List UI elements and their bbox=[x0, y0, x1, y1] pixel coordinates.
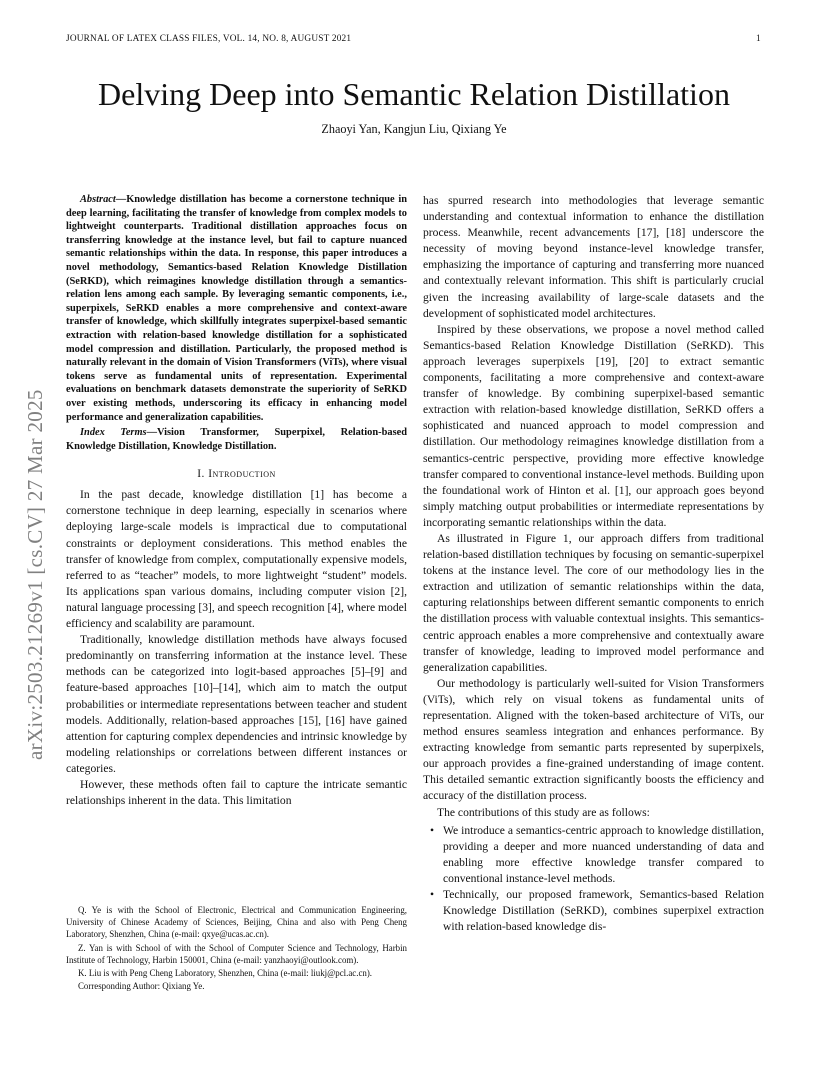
section-title: Introduction bbox=[208, 468, 276, 481]
abstract-text: —Knowledge distillation has become a cornerstone technique in deep learning, facilitating the transfer of knowledge from complex models to lightweight counterparts. Traditional distillation approaches focus on transferring knowledge at the instance level, but fail to capture nuanced semantic relationships within the data. In response, this paper introduces a novel methodology, Semantics-based Relation Knowledge Distillation (SeRKD), which reimagines knowledge distillation through a semantics-relation lens among each sample. By leveraging semantic components, i.e., superpixels, SeRKD enables a more comprehensive and context-aware transfer of knowledge, which skillfully integrates superpixel-based semantic extraction with relation-based knowledge distillation for a sophisticated model compression and distillation. Particularly, the proposed method is naturally relevant in the domain of Vision Transformers (ViTs), where visual tokens serve as fundamental units of representation. Experimental evaluations on benchmark datasets demonstrate the superiority of SeRKD over existing methods, underscoring its efficacy in enhancing model performance and generalization capabilities. bbox=[66, 194, 407, 423]
arxiv-stamp[interactable]: arXiv:2503.21269v1 [cs.CV] 27 Mar 2025 bbox=[23, 389, 47, 760]
contributions-intro: The contributions of this study are as follows: bbox=[437, 805, 650, 819]
bullet-icon: • bbox=[430, 888, 435, 902]
footnote-yan: Z. Yan is with School of with the School of Computer Science and Technology, Harbin Institute of Technology, Harbin 150001, China (e-mail: yanzhaoyi@outlook.com). bbox=[66, 942, 407, 965]
contribution-text: We introduce a semantics-centric approach to knowledge distillation, providing a deeper and more nuanced understanding of data and enabling more effective knowledge transfer compared to conventional instance-level methods. bbox=[443, 823, 764, 885]
footnote-ye: Q. Ye is with the School of Electronic, Electrical and Communication Engineering, University of Chinese Academy of Sciences, Beijing, China and also with Peng Cheng Laboratory, Shenzhen, China (e-mail: qxye@ucas.ac.cn). bbox=[66, 905, 407, 940]
author-list: Zhaoyi Yan, Kangjun Liu, Qixiang Ye bbox=[321, 122, 507, 136]
intro-paragraph-5: Inspired by these observations, we propose a novel method called Semantics-based Relation Knowledge Distillation (SeRKD). This approach leverages superpixels [19], [20] to extract semantic components, facilitating a more comprehensive and context-aware transfer of knowledge. By combining superpixel-based semantic extraction with relation-based knowledge distillation, SeRKD offers a sophisticated and nuanced approach to model compression and distillation. Our methodology reimagines knowledge distillation from a semantics-centric perspective, providing more effective knowledge transfer compared to conventional instance-level methods. Building upon the foundational work of Hinton et al. [1], our approach goes beyond simply matching output probabilities or intermediate representations by incorporating semantic relationships within the data. bbox=[423, 322, 764, 529]
running-head: JOURNAL OF LATEX CLASS FILES, VOL. 14, NO. 8, AUGUST 2021 bbox=[66, 34, 352, 44]
section-number: I. bbox=[197, 468, 205, 481]
contribution-text: Technically, our proposed framework, Semantics-based Relation Knowledge Distillation (SeRKD), combines superpixel extraction with relation-based knowledge dis- bbox=[443, 888, 764, 934]
intro-paragraph-4: has spurred research into methodologies that leverage semantic understanding and contextual information to enhance the distillation process. Meanwhile, recent advancements [17], [18] underscore the necessity of moving beyond instance-level knowledge transfer, emphasizing the importance of capturing and transferring more nuanced and contextually relevant information. This shift is particularly crucial given the increasing availability of large-scale datasets and the development of sophisticated model architectures. bbox=[423, 194, 764, 320]
intro-paragraph-6: As illustrated in Figure 1, our approach differs from traditional relation-based distillation techniques by focusing on semantic-superpixel tokens at the instance level. The core of our methodology lies in the extraction and utilization of semantic relationships within the data, capturing relationships between different semantic components to enrich the distillation process with valuable contextual insights. This semantics-centric approach enables a more comprehensive and contextually aware transfer of knowledge, leading to improved model performance and generalization capabilities. bbox=[423, 531, 764, 674]
footnote-corresponding: Corresponding Author: Qixiang Ye. bbox=[78, 981, 205, 992]
bullet-icon: • bbox=[430, 823, 435, 837]
list-item bbox=[423, 823, 764, 887]
abstract-lead: Abstract bbox=[80, 194, 116, 205]
paper-title: Delving Deep into Semantic Relation Distillation bbox=[98, 76, 730, 112]
intro-paragraph-2: Traditionally, knowledge distillation methods have always focused predominantly on transferring information at the instance level. These methods can be categorized into logit-based approaches [5]–[9] and feature-based approaches [10]–[14], which aim to match the output probabilities or intermediate representations between teacher and student models. Additionally, relation-based approaches [15], [16] have gained attention for capturing complex dependencies and intrinsic knowledge by modeling relationships or correlations between different instances or categories. bbox=[66, 633, 407, 775]
right-column bbox=[423, 193, 764, 935]
contributions-list bbox=[423, 823, 764, 936]
footnote-liu: K. Liu is with Peng Cheng Laboratory, Shenzhen, China (e-mail: liukj@pcl.ac.cn). bbox=[78, 968, 372, 979]
intro-paragraph-7: Our methodology is particularly well-suited for Vision Transformers (ViTs), which rely on visual tokens as fundamental units of representation. Aligned with the token-based architecture of ViTs, our method ensures seamless integration and enhances performance. By extracting knowledge from semantic parts represented by superpixels, our approach provides a fine-grained understanding of image content. This detailed semantic extraction significantly boosts the efficiency and accuracy of the distillation process. bbox=[423, 676, 764, 803]
list-item bbox=[423, 887, 764, 935]
page-number: 1 bbox=[756, 34, 761, 44]
index-terms-lead: Index Terms bbox=[80, 427, 147, 439]
section-heading-introduction bbox=[66, 468, 407, 480]
abstract bbox=[66, 193, 407, 424]
index-terms bbox=[66, 426, 407, 453]
index-terms-text: —Vision Transformer, Superpixel, Relation-based Knowledge Distillation, Knowledge Distillation. bbox=[66, 427, 407, 452]
footnotes bbox=[66, 904, 407, 993]
intro-paragraph-3: However, these methods often fail to capture the intricate semantic relationships inherent in the data. This limitation bbox=[66, 777, 407, 808]
intro-paragraph-1: In the past decade, knowledge distillation [1] has become a cornerstone technique in deep learning, especially in scenarios where deploying large-scale models is impractical due to computational constraints or deployment considerations. This method enables the transfer of knowledge from complex, computationally expensive models, referred to as “teacher” models, to more lightweight “student” models. Its applications span various domains, including computer vision [2], natural language processing [3], and speech recognition [4], where model efficiency and scalability are paramount. bbox=[66, 488, 407, 631]
left-column bbox=[66, 193, 407, 809]
